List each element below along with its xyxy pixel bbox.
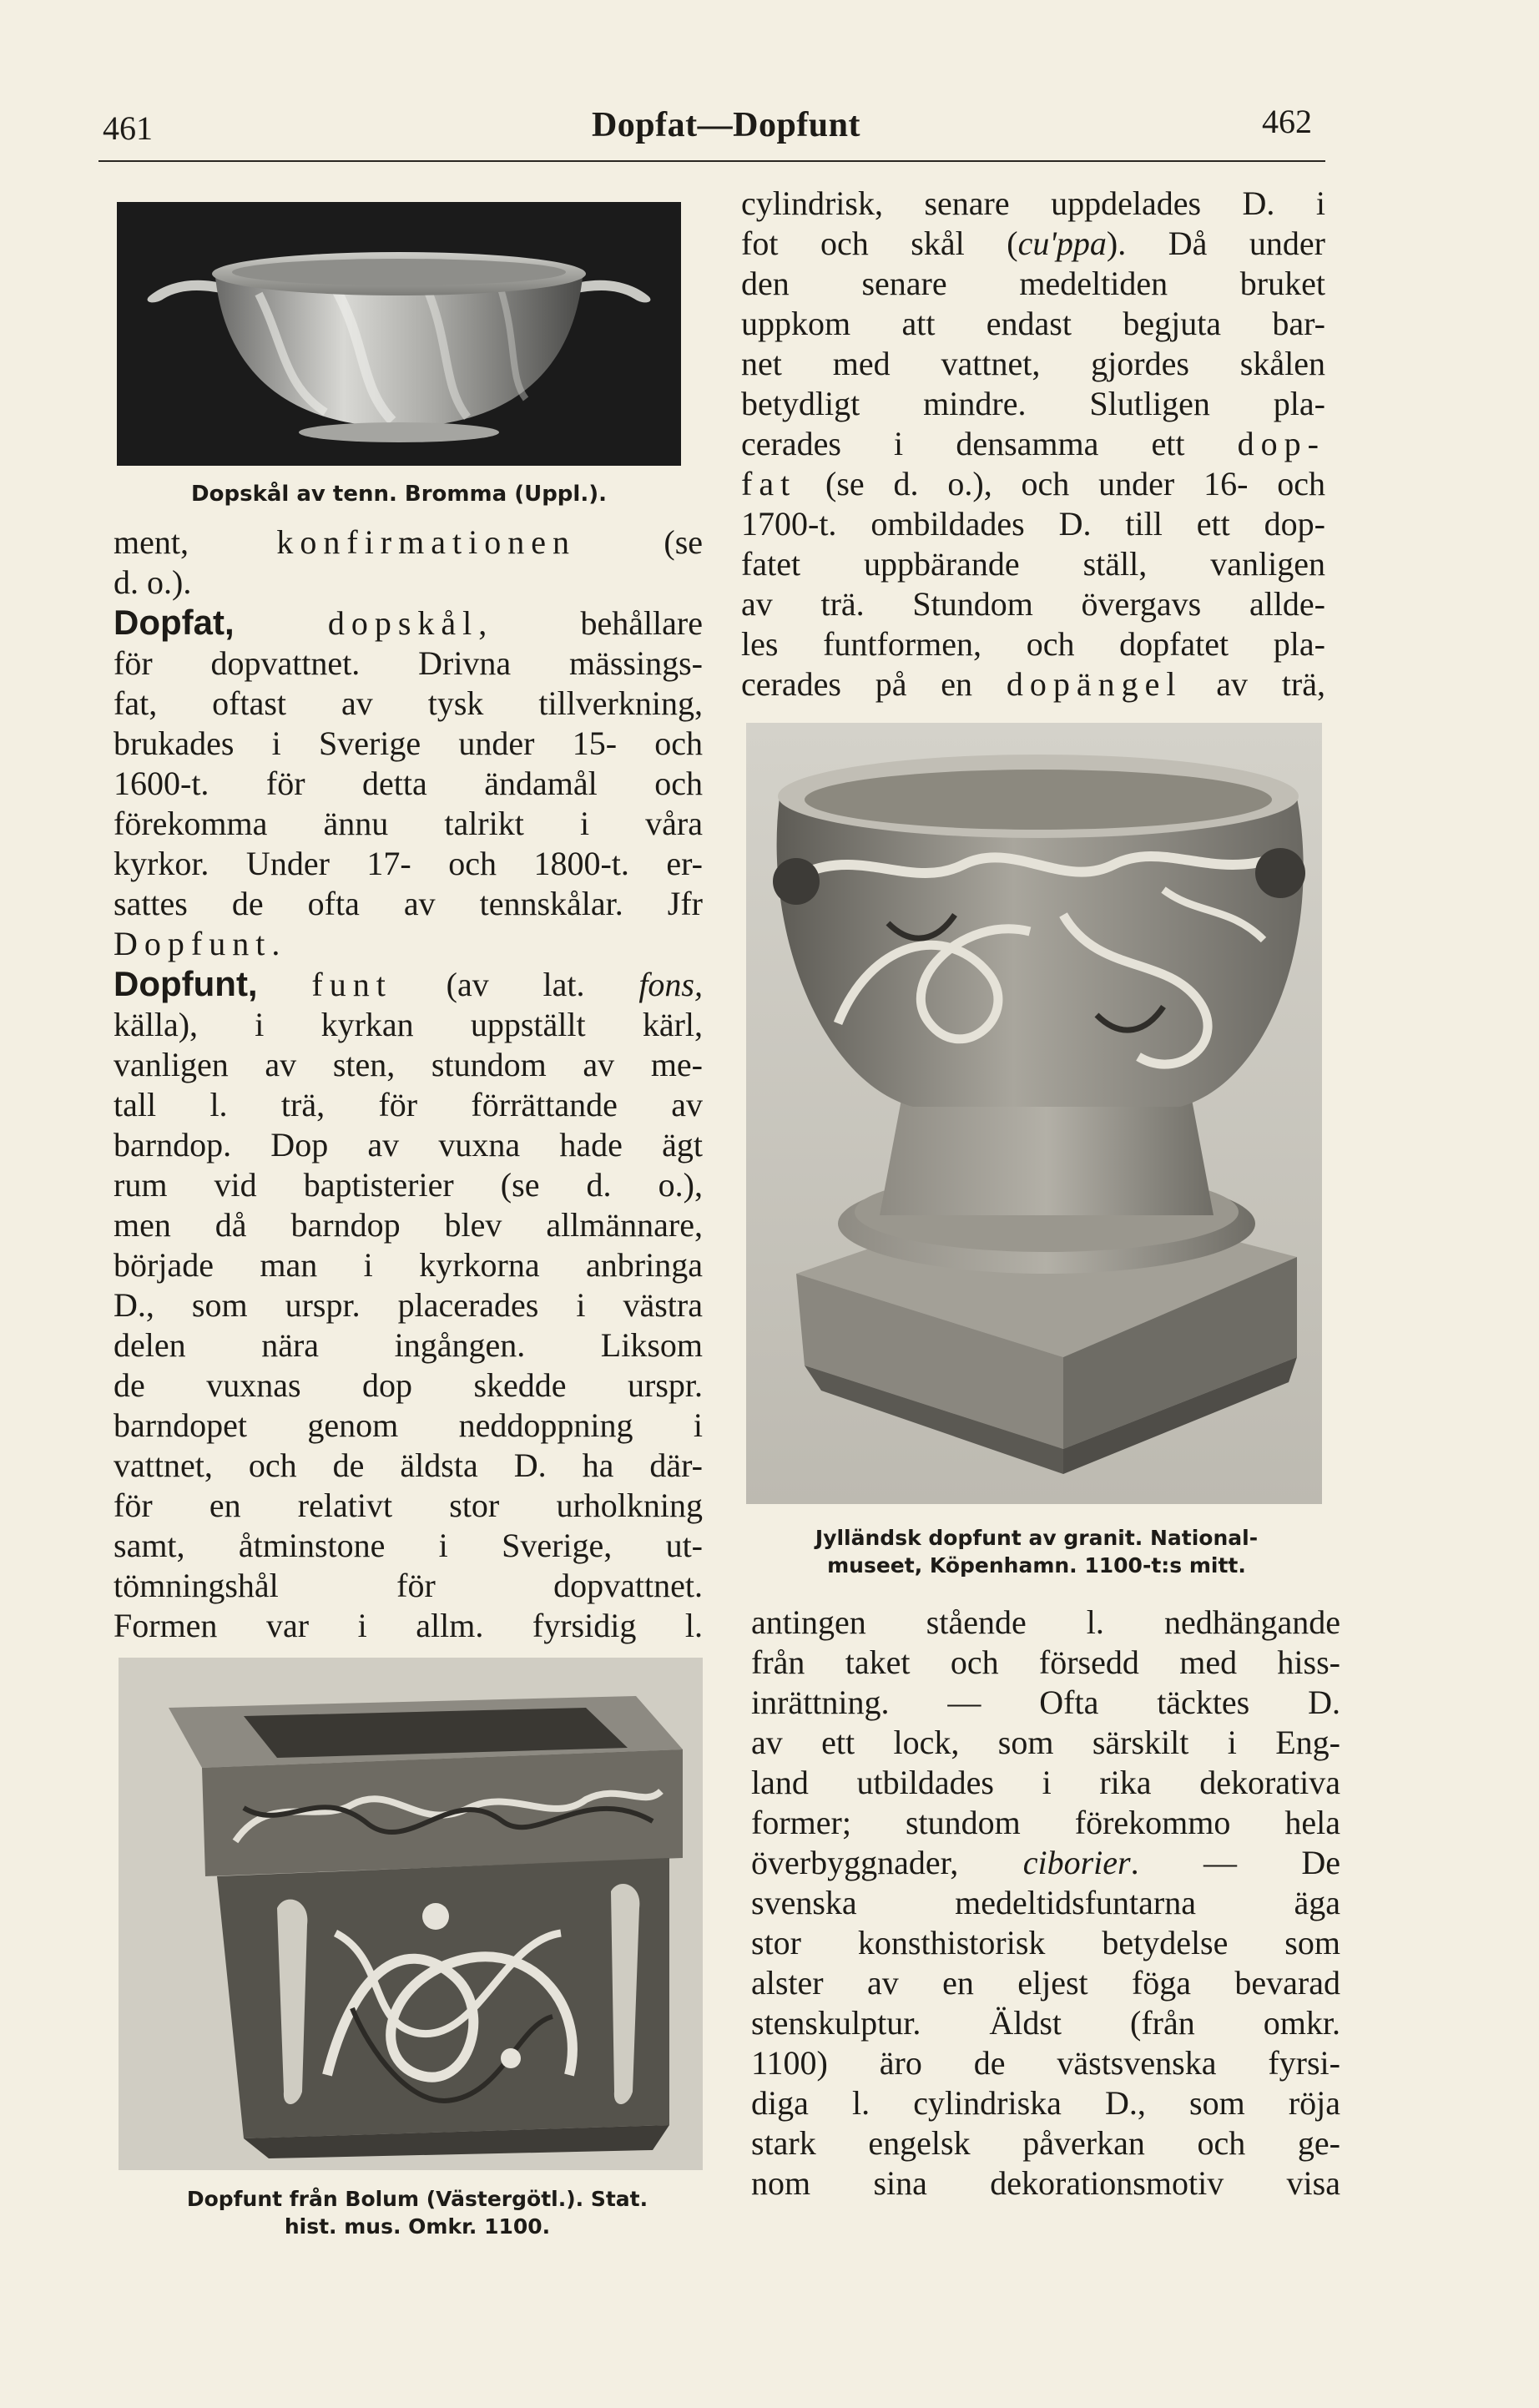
text-line: stenskulptur. Äldst (från omkr.	[751, 2004, 1340, 2042]
text-line: barndop. Dop av vuxna hade ägt	[114, 1126, 703, 1164]
text-line: fatet uppbärande ställ, vanligen	[741, 545, 1325, 583]
text-line: svenska medeltidsfuntarna äga	[751, 1884, 1340, 1921]
text-line: cerades i densamma ett dop-	[741, 425, 1325, 462]
text-line: stark engelsk påverkan och ge-	[751, 2124, 1340, 2162]
text-line: les funtformen, och dopfatet pla-	[741, 625, 1325, 663]
text-line: ment, konfirmationen (se	[114, 523, 704, 561]
text-line: inrättning. — Ofta täcktes D.	[751, 1684, 1340, 1721]
text-line: nom sina dekorationsmotiv visa	[751, 2164, 1340, 2202]
text-line: från taket och försedd med hiss-	[751, 1643, 1340, 1681]
text-line: cylindrisk, senare uppdelades D. i	[741, 184, 1325, 222]
figure-caption-granite: Jylländsk dopfunt av granit. National- museet, Köpenhamn. 1100-t:s mitt.	[815, 1526, 1259, 1578]
text-line: den senare medeltiden bruket	[741, 265, 1325, 302]
text-line: Dopfunt, funt (av lat. fons,	[114, 964, 703, 1003]
text-line: cerades på en dopängel av trä,	[741, 665, 1325, 703]
text-line: av trä. Stundom övergavs allde-	[741, 585, 1325, 623]
text-line: kyrkor. Under 17- och 1800-t. er-	[114, 845, 703, 882]
text-line: tall l. trä, för förrättande av	[114, 1086, 703, 1123]
text-line: för dopvattnet. Drivna mässings-	[114, 644, 703, 682]
text-line: fat (se d. o.), och under 16- och	[741, 465, 1325, 502]
page-number-right: 462	[1262, 103, 1312, 140]
text-line: net med vattnet, gjordes skålen	[741, 345, 1325, 382]
text-line: de vuxnas dop skedde urspr.	[114, 1366, 703, 1404]
text-line: vattnet, och de äldsta D. ha där-	[114, 1446, 703, 1484]
text-line: Formen var i allm. fyrsidig l.	[114, 1607, 703, 1644]
text-line: fot och skål (cu'ppa). Då under	[741, 225, 1325, 262]
text-line: uppkom att endast begjuta bar-	[741, 305, 1325, 342]
text-line: vanligen av sten, stundom av me-	[114, 1046, 703, 1083]
granite-font-photo	[746, 723, 1322, 1504]
text-line: antingen stående l. nedhängande	[751, 1603, 1340, 1641]
text-line: former; stundom förekommo hela	[751, 1804, 1340, 1841]
text-line: började man i kyrkorna anbringa	[114, 1246, 703, 1284]
headword-dopfunt: Dopfunt,	[114, 964, 258, 1003]
text-line: land utbildades i rika dekorativa	[751, 1764, 1340, 1801]
right-column-text-top	[741, 184, 1325, 704]
text-line: stor konsthistorisk betydelse som	[751, 1924, 1340, 1961]
headword-dopfat: Dopfat,	[114, 603, 235, 642]
header-rule	[98, 160, 1325, 162]
text-line: betydligt mindre. Slutligen pla-	[741, 385, 1325, 422]
text-line: 1700-t. ombildades D. till ett dop-	[741, 505, 1325, 543]
right-column-text-bottom	[751, 1603, 1340, 2204]
text-line: d. o.).	[114, 563, 192, 601]
text-line: 1600-t. för detta ändamål och	[114, 765, 703, 802]
text-line: källa), i kyrkan uppställt kärl,	[114, 1006, 703, 1043]
figure-caption-bolum: Dopfunt från Bolum (Västergötl.). Stat. hist. mus. Omkr. 1100.	[186, 2187, 648, 2239]
page-title: Dopfat—Dopfunt	[591, 106, 861, 144]
bolum-font-photo	[119, 1658, 703, 2170]
text-line: av ett lock, som särskilt i Eng-	[751, 1724, 1340, 1761]
text-line: förekomma ännu talrikt i våra	[114, 805, 703, 842]
text-line: samt, åtminstone i Sverige, ut-	[114, 1527, 703, 1564]
text-line: D., som urspr. placerades i västra	[114, 1286, 703, 1324]
pewter-bowl-photo	[117, 202, 681, 466]
left-column-text	[114, 522, 703, 1646]
text-line: för en relativt stor urholkning	[114, 1487, 703, 1524]
text-line: brukades i Sverige under 15- och	[114, 724, 703, 762]
text-line: sattes de ofta av tennskålar. Jfr	[114, 885, 703, 922]
text-line: diga l. cylindriska D., som röja	[751, 2084, 1340, 2122]
figure-caption-bowl: Dopskål av tenn. Bromma (Uppl.).	[191, 482, 607, 507]
text-line: Dopfat, dopskål, behållare	[114, 603, 703, 642]
text-line: men då barndop blev allmännare,	[114, 1206, 703, 1244]
page-number-left: 461	[103, 109, 153, 147]
text-line: 1100) äro de västsvenska fyrsi-	[751, 2044, 1340, 2082]
text-line: överbyggnader, ciborier. — De	[751, 1844, 1340, 1881]
text-line: rum vid baptisterier (se d. o.),	[114, 1166, 703, 1204]
text-line: tömningshål för dopvattnet.	[114, 1567, 703, 1604]
text-line: fat, oftast av tysk tillverkning,	[114, 684, 703, 722]
text-line: Dopfunt.	[114, 925, 287, 962]
text-line: delen nära ingången. Liksom	[114, 1326, 703, 1364]
text-line: barndopet genom neddoppning i	[114, 1406, 703, 1444]
text-line: alster av en eljest föga bevarad	[751, 1964, 1340, 2002]
